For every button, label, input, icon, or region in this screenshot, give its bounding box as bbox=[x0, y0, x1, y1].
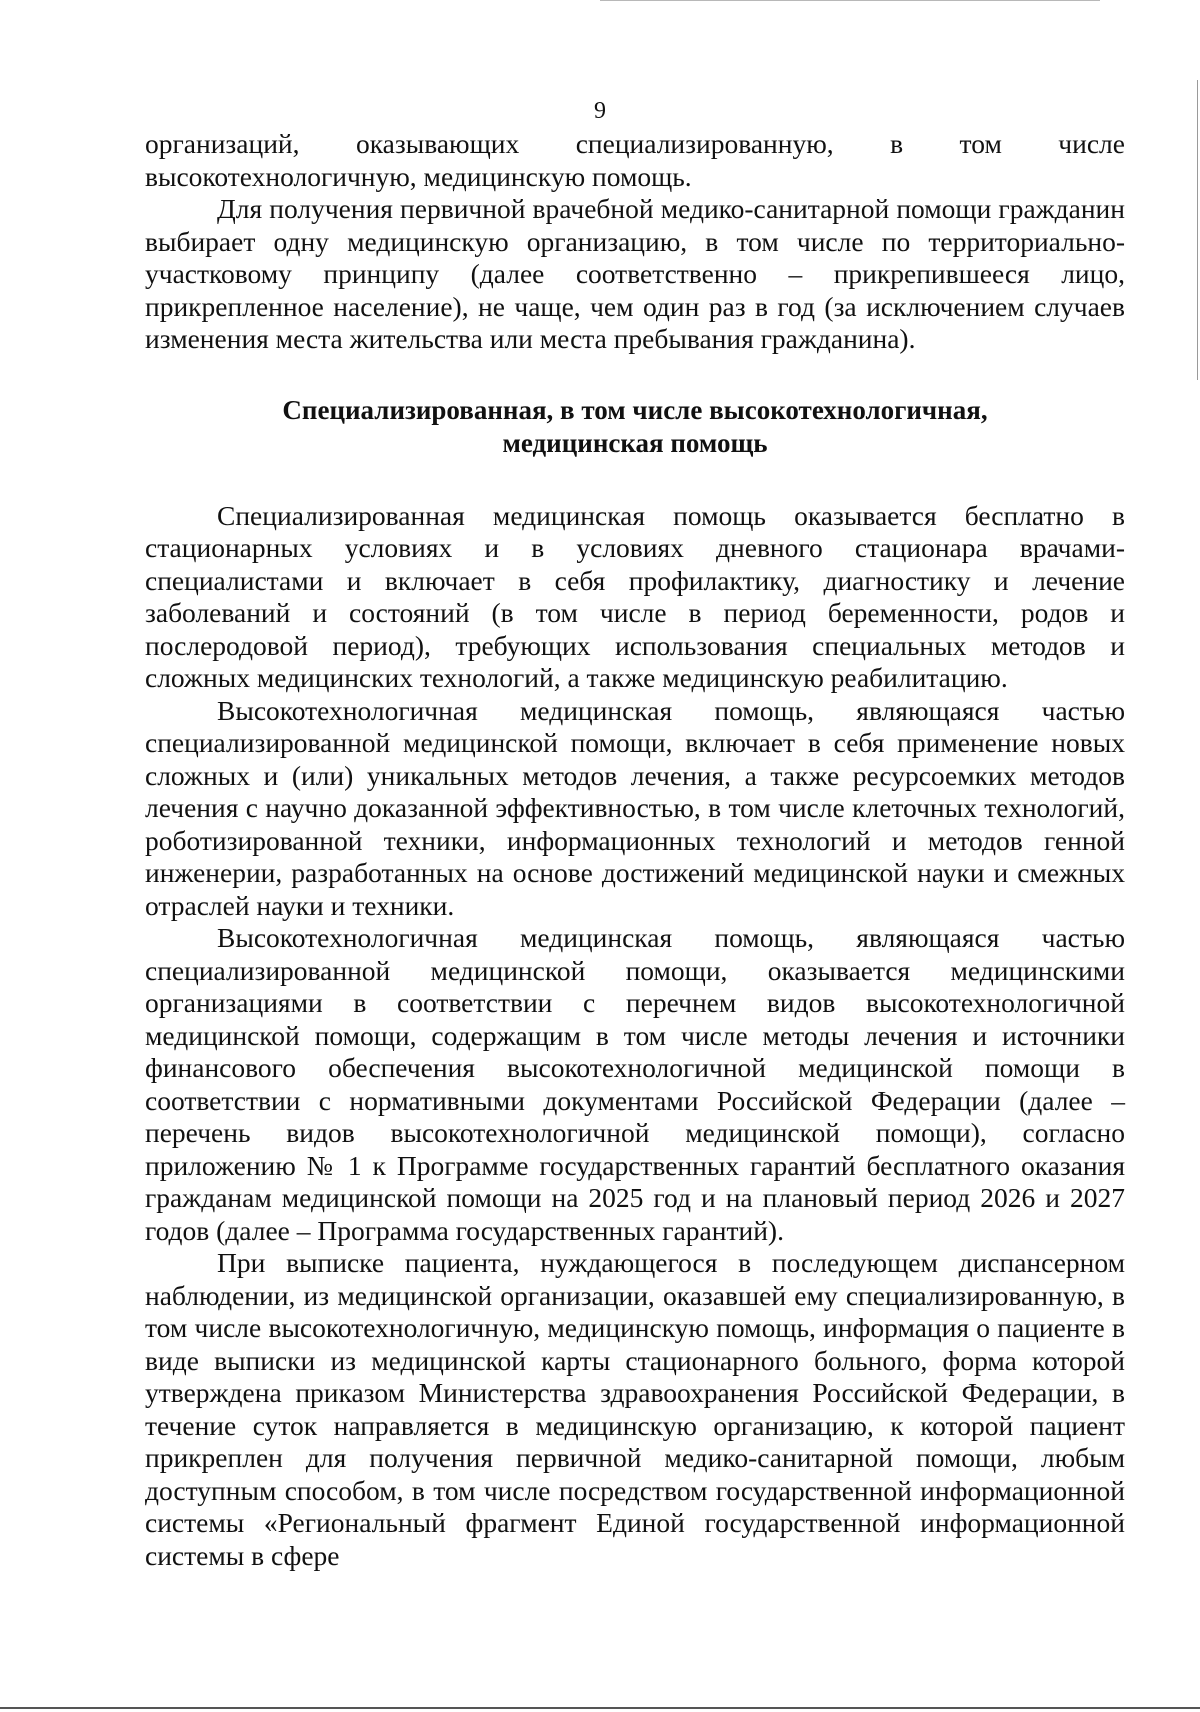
paragraph-high-tech-provision: Высокотехнологичная медицинская помощь, являющаяся частью специализированной медицинской помощи, оказывается медицинскими организациями в соответствии с перечнем видов высокотехнологичной медицинской помощи, содержащим в том числе методы лечения и источники финансового обеспечения высокотехнологичной медицинской помощи в соответствии с нормативными документами Российской Федерации (далее – перечень видов высокотехнологичной медицинской помощи), согласно приложению № 1 к Программе государственных гарантий бесплатного оказания гражданам медицинской помощи на 2025 год и на плановый период 2026 и 2027 годов (далее – Программа государственных гарантий). bbox=[145, 922, 1125, 1246]
section-heading-line-2: медицинская помощь bbox=[502, 427, 768, 458]
paragraph-high-tech-definition: Высокотехнологичная медицинская помощь, являющаяся частью специализированной медицинской помощи, включает в себя применение новых сложных и (или) уникальных методов лечения, а также ресурсоемких методов лечения с научно доказанной эффективностью, в том числе клеточных технологий, роботизированной техники, информационных технологий и методов генной инженерии, разработанных на основе достижений медицинской науки и смежных отраслей науки и техники. bbox=[145, 694, 1125, 921]
document-body bbox=[145, 128, 1125, 1572]
paragraph-continuation: организаций, оказывающих специализированную, в том числе высокотехнологичную, медицинскую помощь. bbox=[145, 128, 1125, 192]
section-heading bbox=[145, 394, 1125, 460]
scan-edge-right bbox=[1197, 80, 1198, 380]
section-heading-line-1: Специализированная, в том числе высокотехнологичная, bbox=[282, 394, 988, 425]
paragraph-discharge-info: При выписке пациента, нуждающегося в последующем диспансерном наблюдении, из медицинской организации, оказавшей ему специализированную, в том числе высокотехнологичную, медицинскую помощь, информация о пациенте в виде выписки из медицинской карты стационарного больного, форма которой утверждена приказом Министерства здравоохранения Российской Федерации, в течение суток направляется в медицинскую организацию, к которой пациент прикреплен для получения первичной медико-санитарной помощи, любым доступным способом, в том числе посредством государственной информационной системы «Региональный фрагмент Единой государственной информационной системы в сфере bbox=[145, 1247, 1125, 1571]
paragraph-specialized-care: Специализированная медицинская помощь оказывается бесплатно в стационарных условиях и в условиях дневного стационара врачами-специалистами и включает в себя профилактику, диагностику и лечение заболеваний и состояний (в том числе в период беременности, родов и послеродовой период), требующих использования специальных методов и сложных медицинских технологий, а также медицинскую реабилитацию. bbox=[145, 499, 1125, 693]
scan-edge-top bbox=[600, 0, 1100, 1]
paragraph-primary-care-choice: Для получения первичной врачебной медико-санитарной помощи гражданин выбирает одну медицинскую организацию, в том числе по территориально-участковому принципу (далее соответственно – прикрепившееся лицо, прикрепленное население), не чаще, чем один раз в год (за исключением случаев изменения места жительства или места пребывания гражданина). bbox=[145, 193, 1125, 354]
page-number: 9 bbox=[594, 98, 606, 124]
scan-edge-bottom bbox=[0, 1707, 1200, 1709]
